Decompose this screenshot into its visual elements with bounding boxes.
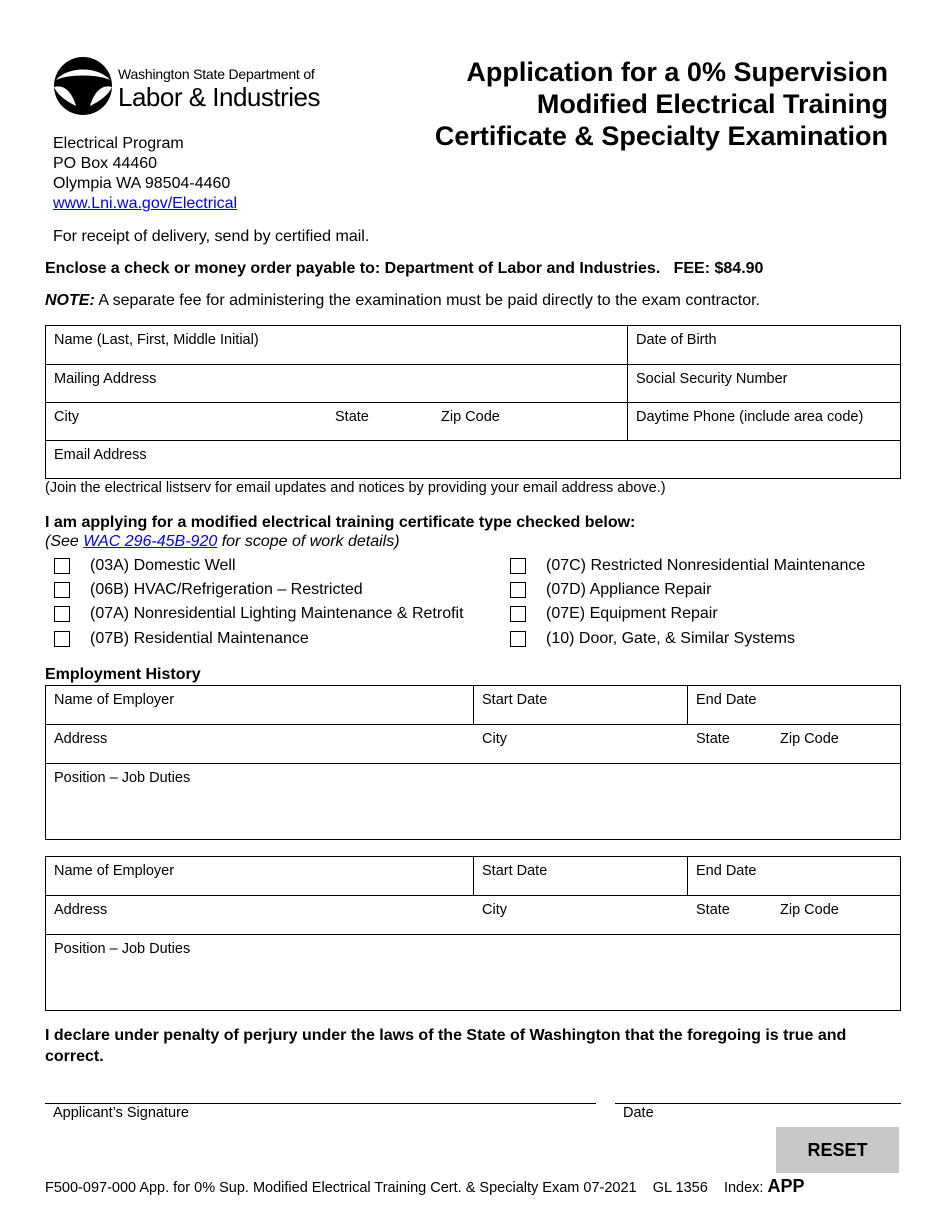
employment-heading: Employment History (45, 666, 201, 683)
option-06b[interactable]: (06B) HVAC/Refrigeration – Restricted (54, 581, 363, 599)
start-date-field[interactable]: Start Date (473, 686, 687, 724)
option-07d[interactable]: (07D) Appliance Repair (510, 581, 711, 599)
signature-label: Applicant’s Signature (53, 1105, 189, 1121)
date-line[interactable] (615, 1103, 901, 1104)
employer-1-table (45, 685, 901, 840)
option-07e[interactable]: (07E) Equipment Repair (510, 605, 718, 623)
email-field[interactable]: Email Address (46, 440, 901, 479)
lni-logo (52, 54, 322, 120)
gl-code: GL 1356 (652, 1180, 708, 1196)
certificate-heading: I am applying for a modified electrical training certificate type checked below: (45, 514, 636, 531)
electrical-website-link[interactable]: www.Lni.wa.gov/Electrical (53, 195, 238, 212)
employer-2-table (45, 856, 901, 1011)
applicant-info-table (45, 325, 901, 479)
signature-line[interactable] (45, 1103, 596, 1104)
payment-instructions: Enclose a check or money order payable to: Department of Labor and Industries. FEE: $84.90 (45, 260, 764, 277)
lni-logo-icon (52, 54, 114, 118)
name-field[interactable]: Name (Last, First, Middle Initial) (54, 332, 259, 348)
wac-reference: (See WAC 296-45B-920 for scope of work details) (45, 533, 400, 550)
employer-address-field[interactable]: Address City State Zip Code (46, 724, 901, 763)
option-03a[interactable]: (03A) Domestic Well (54, 557, 236, 575)
index-value: APP (767, 1176, 805, 1196)
checkbox[interactable] (510, 558, 526, 574)
phone-field[interactable]: Daytime Phone (include area code) (627, 402, 901, 440)
employer-name-field[interactable]: Name of Employer (54, 692, 175, 708)
checkbox[interactable] (54, 606, 70, 622)
listserv-note: (Join the electrical listserv for email updates and notices by providing your email address above.) (45, 480, 666, 496)
perjury-declaration: I declare under penalty of perjury under the laws of the State of Washington that the foregoing is true and correct. (45, 1027, 847, 1065)
page-title: Application for a 0% Supervision Modified Electrical Training Certificate & Specialty Examination (434, 57, 888, 151)
employer-address-field[interactable]: Address City State Zip Code (46, 895, 901, 934)
wac-link[interactable]: WAC 296-45B-920 (83, 533, 218, 550)
logo-agency-line2: Labor & Industries (118, 82, 321, 112)
logo-agency-line1: Washington State Department of (118, 66, 315, 82)
dob-field[interactable]: Date of Birth (627, 326, 901, 364)
ssn-field[interactable]: Social Security Number (627, 364, 901, 402)
checkbox[interactable] (510, 606, 526, 622)
form-id: F500-097-000 App. for 0% Sup. Modified Electrical Training Cert. & Specialty Exam 07-2021 (45, 1180, 637, 1196)
option-07c[interactable]: (07C) Restricted Nonresidential Maintenance (510, 557, 865, 575)
checkbox[interactable] (54, 582, 70, 598)
checkbox[interactable] (510, 582, 526, 598)
fee-amount: FEE: $84.90 (673, 260, 764, 277)
end-date-field[interactable]: End Date (687, 857, 901, 895)
exam-fee-note: NOTE: A separate fee for administering the examination must be paid directly to the exam contractor. (45, 292, 761, 309)
option-10[interactable]: (10) Door, Gate, & Similar Systems (510, 630, 795, 648)
city-state-zip-field[interactable]: City State Zip Code (46, 402, 627, 440)
mailing-address-block: Electrical Program PO Box 44460 Olympia WA 98504-4460 www.Lni.wa.gov/Electrical (53, 135, 238, 212)
employer-name-field[interactable]: Name of Employer (54, 863, 175, 879)
mailing-address-field[interactable]: Mailing Address (46, 364, 627, 402)
date-label: Date (623, 1105, 654, 1121)
reset-button[interactable]: RESET (776, 1127, 899, 1173)
option-07b[interactable]: (07B) Residential Maintenance (54, 630, 309, 648)
certified-mail-note: For receipt of delivery, send by certified mail. (53, 228, 370, 245)
job-duties-field[interactable]: Position – Job Duties (46, 763, 901, 840)
job-duties-field[interactable]: Position – Job Duties (46, 934, 901, 1011)
checkbox[interactable] (54, 558, 70, 574)
form-footer: F500-097-000 App. for 0% Sup. Modified Electrical Training Cert. & Specialty Exam 07-2021 GL 1356 Index: APP (45, 1176, 805, 1196)
end-date-field[interactable]: End Date (687, 686, 901, 724)
checkbox[interactable] (510, 631, 526, 647)
option-07a[interactable]: (07A) Nonresidential Lighting Maintenance & Retrofit (54, 605, 464, 623)
start-date-field[interactable]: Start Date (473, 857, 687, 895)
checkbox[interactable] (54, 631, 70, 647)
